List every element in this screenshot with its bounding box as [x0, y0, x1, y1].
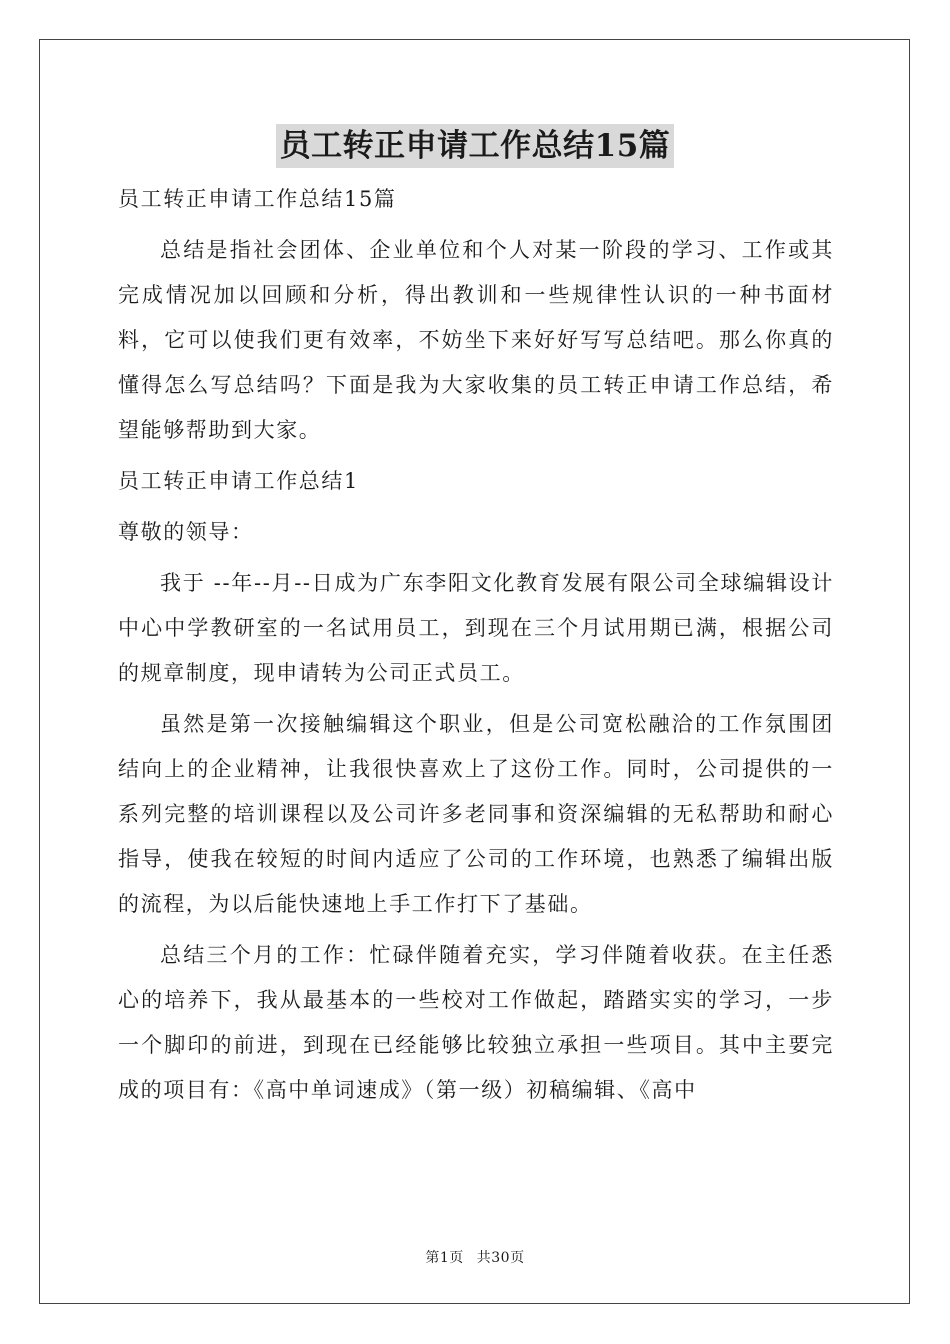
section-heading: 员工转正申请工作总结1	[118, 469, 359, 493]
page-number: 第1页	[425, 1250, 464, 1266]
paragraph: 我于 --年--月--日成为广东李阳文化教育发展有限公司全球编辑设计中心中学教研室的一名试用员工，到现在三个月试用期已满，根据公司的规章制度，现申请转为公司正式员工。	[118, 571, 834, 685]
page-total: 共30页	[476, 1250, 525, 1266]
paragraph: 总结是指社会团体、企业单位和个人对某一阶段的学习、工作或其完成情况加以回顾和分析，得出教训和一些规律性认识的一种书面材料，它可以使我们更有效率，不妨坐下来好好写写总结吧。那么你真的懂得怎么写总结吗？下面是我为大家收集的员工转正申请工作总结，希望能够帮助到大家。	[118, 238, 834, 442]
document-title: 员工转正申请工作总结15篇	[276, 124, 675, 168]
page-footer	[0, 1247, 950, 1267]
title-wrap	[0, 124, 950, 168]
salutation: 尊敬的领导：	[118, 520, 254, 544]
paragraph: 总结三个月的工作：忙碌伴随着充实，学习伴随着收获。在主任悉心的培养下，我从最基本的一些校对工作做起，踏踏实实的学习，一步一个脚印的前进，到现在已经能够比较独立承担一些项目。其中主要完成的项目有：《高中单词速成》（第一级）初稿编辑、《高中	[118, 943, 834, 1102]
document-body	[118, 177, 834, 1119]
paragraph: 虽然是第一次接触编辑这个职业，但是公司宽松融洽的工作氛围团结向上的企业精神，让我很快喜欢上了这份工作。同时，公司提供的一系列完整的培训课程以及公司许多老同事和资深编辑的无私帮助和耐心指导，使我在较短的时间内适应了公司的工作环境，也熟悉了编辑出版的流程，为以后能快速地上手工作打下了基础。	[118, 712, 834, 916]
paragraph: 员工转正申请工作总结15篇	[118, 187, 397, 211]
